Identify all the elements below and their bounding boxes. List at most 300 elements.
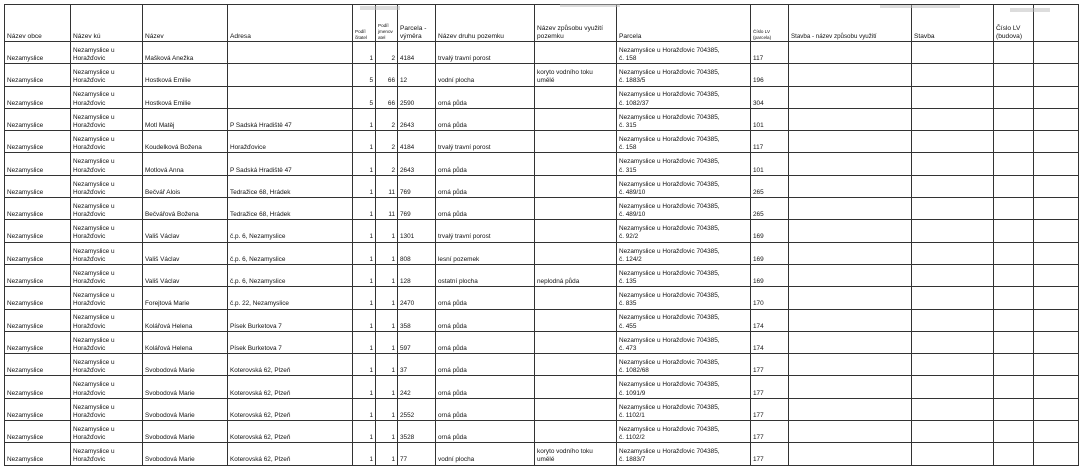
cell-druh: orná půda [436, 376, 535, 398]
cell-stavba-vyuziti [789, 354, 912, 376]
header-citatel: Podíl čitatel [353, 5, 376, 42]
cell-nazev: Vališ Václav [143, 242, 228, 264]
cell-vymera: 2470 [398, 287, 436, 309]
cell-parcela: Nezamyslice u Horažďovic 704385, č. 489/10 [617, 175, 751, 197]
cell-adresa [228, 42, 353, 64]
cell-empty [1034, 376, 1079, 398]
cell-lv-budova [994, 153, 1034, 175]
cell-vymera: 597 [398, 331, 436, 353]
cell-nazev: Motl Matěj [143, 108, 228, 130]
cell-lv-budova [994, 175, 1034, 197]
cell-obec: Nezamyslice [5, 86, 71, 108]
cell-citatel: 1 [353, 309, 376, 331]
cell-adresa: Koterovská 62, Plzeň [228, 443, 353, 465]
cell-nazev: Vališ Václav [143, 220, 228, 242]
cell-jmenovatel: 11 [376, 198, 398, 220]
cell-lv-parcela: 177 [751, 443, 789, 465]
cell-stavba [912, 264, 994, 286]
header-nazev: Název [143, 5, 228, 42]
cell-vymera: 2643 [398, 108, 436, 130]
cell-obec: Nezamyslice [5, 287, 71, 309]
cell-lv-parcela: 304 [751, 86, 789, 108]
cell-lv-budova [994, 242, 1034, 264]
cell-vymera: 37 [398, 354, 436, 376]
cell-lv-parcela: 117 [751, 42, 789, 64]
cell-vyuziti [535, 175, 617, 197]
cell-obec: Nezamyslice [5, 421, 71, 443]
cell-vymera: 4184 [398, 131, 436, 153]
cell-lv-budova [994, 86, 1034, 108]
cell-jmenovatel: 1 [376, 354, 398, 376]
cell-ku: Nezamyslice u Horažďovic [71, 376, 143, 398]
cell-lv-budova [994, 354, 1034, 376]
cell-adresa: č.p. 22, Nezamyslice [228, 287, 353, 309]
cell-vyuziti [535, 220, 617, 242]
cell-obec: Nezamyslice [5, 220, 71, 242]
cell-adresa: č.p. 6, Nezamyslice [228, 220, 353, 242]
cell-adresa: Koterovská 62, Plzeň [228, 398, 353, 420]
cell-parcela: Nezamyslice u Horažďovic 704385, č. 135 [617, 264, 751, 286]
table-row [5, 421, 1079, 443]
table-row [5, 198, 1079, 220]
cell-parcela: Nezamyslice u Horažďovic 704385, č. 1102/2 [617, 421, 751, 443]
cell-nazev: Bečvář Alois [143, 175, 228, 197]
cell-vymera: 808 [398, 242, 436, 264]
cell-stavba-vyuziti [789, 131, 912, 153]
cell-obec: Nezamyslice [5, 354, 71, 376]
cell-jmenovatel: 1 [376, 376, 398, 398]
cell-ku: Nezamyslice u Horažďovic [71, 220, 143, 242]
cell-ku: Nezamyslice u Horažďovic [71, 64, 143, 86]
cell-empty [1034, 264, 1079, 286]
cell-empty [1034, 354, 1079, 376]
cell-empty [1034, 242, 1079, 264]
table-row [5, 264, 1079, 286]
cell-nazev: Kolářová Helena [143, 309, 228, 331]
cell-ku: Nezamyslice u Horažďovic [71, 175, 143, 197]
cell-parcela: Nezamyslice u Horažďovic 704385, č. 315 [617, 108, 751, 130]
cell-ku: Nezamyslice u Horažďovic [71, 443, 143, 465]
cell-parcela: Nezamyslice u Horažďovic 704385, č. 473 [617, 331, 751, 353]
cell-lv-budova [994, 309, 1034, 331]
cell-ku: Nezamyslice u Horažďovic [71, 153, 143, 175]
cell-stavba-vyuziti [789, 398, 912, 420]
cell-lv-parcela: 169 [751, 220, 789, 242]
cell-empty [1034, 108, 1079, 130]
cell-jmenovatel: 2 [376, 131, 398, 153]
cell-jmenovatel: 1 [376, 331, 398, 353]
cell-nazev: Mašková Anežka [143, 42, 228, 64]
cell-stavba [912, 220, 994, 242]
header-row [5, 5, 1079, 42]
cell-parcela: Nezamyslice u Horažďovic 704385, č. 92/2 [617, 220, 751, 242]
cell-vyuziti [535, 131, 617, 153]
cell-stavba-vyuziti [789, 86, 912, 108]
cell-nazev: Bečvářová Božena [143, 198, 228, 220]
cell-druh: orná půda [436, 108, 535, 130]
table-row [5, 287, 1079, 309]
table-row [5, 309, 1079, 331]
cell-stavba [912, 309, 994, 331]
cell-empty [1034, 42, 1079, 64]
cell-lv-parcela: 169 [751, 264, 789, 286]
cell-stavba [912, 153, 994, 175]
cell-vyuziti [535, 242, 617, 264]
cell-citatel: 1 [353, 376, 376, 398]
cell-stavba-vyuziti [789, 175, 912, 197]
cell-vymera: 2643 [398, 153, 436, 175]
cell-vymera: 769 [398, 198, 436, 220]
cell-vyuziti [535, 86, 617, 108]
cell-ku: Nezamyslice u Horažďovic [71, 421, 143, 443]
cell-jmenovatel: 1 [376, 220, 398, 242]
cell-parcela: Nezamyslice u Horažďovic 704385, č. 158 [617, 131, 751, 153]
cell-stavba [912, 198, 994, 220]
cell-obec: Nezamyslice [5, 108, 71, 130]
cell-citatel: 1 [353, 421, 376, 443]
property-table [4, 4, 1079, 466]
cell-lv-parcela: 174 [751, 309, 789, 331]
cell-stavba [912, 443, 994, 465]
cell-adresa: Tedražice 68, Hrádek [228, 198, 353, 220]
cell-stavba-vyuziti [789, 64, 912, 86]
cell-lv-budova [994, 287, 1034, 309]
table-row [5, 153, 1079, 175]
cell-vyuziti [535, 354, 617, 376]
cell-adresa [228, 64, 353, 86]
header-lv-parcela: Číslo LV (parcela) [751, 5, 789, 42]
cell-nazev: Svobodová Marie [143, 376, 228, 398]
cell-druh: orná půda [436, 86, 535, 108]
cell-vymera: 4184 [398, 42, 436, 64]
cell-jmenovatel: 2 [376, 153, 398, 175]
cell-parcela: Nezamyslice u Horažďovic 704385, č. 1082/37 [617, 86, 751, 108]
cell-adresa: Horažďovice [228, 131, 353, 153]
cell-obec: Nezamyslice [5, 376, 71, 398]
cell-obec: Nezamyslice [5, 264, 71, 286]
cell-adresa: č.p. 6, Nezamyslice [228, 242, 353, 264]
cell-druh: orná půda [436, 175, 535, 197]
header-jmenovatel: Podíl jmenovatel [376, 5, 398, 42]
cell-nazev: Hostková Emilie [143, 86, 228, 108]
cell-stavba-vyuziti [789, 309, 912, 331]
table-row [5, 175, 1079, 197]
cell-vymera: 1301 [398, 220, 436, 242]
header-adresa: Adresa [228, 5, 353, 42]
header-obec: Název obce [5, 5, 71, 42]
cell-stavba [912, 287, 994, 309]
cell-parcela: Nezamyslice u Horažďovic 704385, č. 489/10 [617, 198, 751, 220]
cell-empty [1034, 287, 1079, 309]
cell-citatel: 1 [353, 198, 376, 220]
cell-druh: orná půda [436, 421, 535, 443]
cell-vymera: 77 [398, 443, 436, 465]
cell-lv-budova [994, 443, 1034, 465]
cell-empty [1034, 220, 1079, 242]
table-row [5, 131, 1079, 153]
table-row [5, 64, 1079, 86]
table-row [5, 108, 1079, 130]
cell-lv-parcela: 265 [751, 175, 789, 197]
cell-ku: Nezamyslice u Horažďovic [71, 287, 143, 309]
cell-citatel: 1 [353, 131, 376, 153]
cell-jmenovatel: 1 [376, 309, 398, 331]
cell-nazev: Vališ Václav [143, 264, 228, 286]
cell-vyuziti [535, 108, 617, 130]
cell-obec: Nezamyslice [5, 42, 71, 64]
cell-citatel: 5 [353, 86, 376, 108]
cell-adresa: P Sadská Hradiště 47 [228, 108, 353, 130]
cell-druh: orná půda [436, 287, 535, 309]
cell-vyuziti [535, 198, 617, 220]
cell-stavba-vyuziti [789, 153, 912, 175]
cell-ku: Nezamyslice u Horažďovic [71, 198, 143, 220]
cell-vymera: 128 [398, 264, 436, 286]
cell-jmenovatel: 66 [376, 64, 398, 86]
cell-lv-budova [994, 421, 1034, 443]
cell-parcela: Nezamyslice u Horažďovic 704385, č. 315 [617, 153, 751, 175]
cell-lv-budova [994, 264, 1034, 286]
cell-parcela: Nezamyslice u Horažďovic 704385, č. 124/2 [617, 242, 751, 264]
cell-empty [1034, 421, 1079, 443]
cell-lv-parcela: 177 [751, 354, 789, 376]
cell-empty [1034, 64, 1079, 86]
cell-lv-parcela: 177 [751, 376, 789, 398]
table-row [5, 42, 1079, 64]
cell-stavba [912, 376, 994, 398]
table-row [5, 354, 1079, 376]
cell-empty [1034, 131, 1079, 153]
cell-stavba [912, 86, 994, 108]
cell-obec: Nezamyslice [5, 131, 71, 153]
cell-ku: Nezamyslice u Horažďovic [71, 108, 143, 130]
cell-lv-parcela: 170 [751, 287, 789, 309]
cell-empty [1034, 153, 1079, 175]
cell-adresa: Koterovská 62, Plzeň [228, 421, 353, 443]
cell-lv-parcela: 169 [751, 242, 789, 264]
cell-citatel: 1 [353, 220, 376, 242]
cell-lv-parcela: 101 [751, 153, 789, 175]
cell-druh: trvalý travní porost [436, 42, 535, 64]
cell-ku: Nezamyslice u Horažďovic [71, 264, 143, 286]
cell-ku: Nezamyslice u Horažďovic [71, 309, 143, 331]
property-table-sheet [4, 4, 1079, 466]
cell-vymera: 2590 [398, 86, 436, 108]
cell-obec: Nezamyslice [5, 198, 71, 220]
cell-nazev: Svobodová Marie [143, 421, 228, 443]
cell-obec: Nezamyslice [5, 242, 71, 264]
table-row [5, 443, 1079, 465]
cell-druh: orná půda [436, 398, 535, 420]
cell-stavba [912, 398, 994, 420]
cell-citatel: 5 [353, 64, 376, 86]
cell-stavba-vyuziti [789, 331, 912, 353]
header-empty [1034, 5, 1079, 42]
cell-adresa: Koterovská 62, Plzeň [228, 354, 353, 376]
cell-parcela: Nezamyslice u Horažďovic 704385, č. 1883/5 [617, 64, 751, 86]
cell-empty [1034, 331, 1079, 353]
table-row [5, 242, 1079, 264]
cell-stavba-vyuziti [789, 42, 912, 64]
cell-adresa: Tedražice 68, Hrádek [228, 175, 353, 197]
cell-lv-budova [994, 131, 1034, 153]
cell-adresa: P Sadská Hradiště 47 [228, 153, 353, 175]
cell-vymera: 3528 [398, 421, 436, 443]
cell-druh: orná půda [436, 153, 535, 175]
cell-citatel: 1 [353, 287, 376, 309]
cell-druh: orná půda [436, 198, 535, 220]
cell-druh: trvalý travní porost [436, 131, 535, 153]
cell-adresa: Písek Burketova 7 [228, 331, 353, 353]
header-stavba: Stavba [912, 5, 994, 42]
cell-jmenovatel: 11 [376, 175, 398, 197]
table-row [5, 220, 1079, 242]
cell-parcela: Nezamyslice u Horažďovic 704385, č. 1883/7 [617, 443, 751, 465]
cell-ku: Nezamyslice u Horažďovic [71, 398, 143, 420]
cell-obec: Nezamyslice [5, 175, 71, 197]
cell-nazev: Kolářová Helena [143, 331, 228, 353]
cell-lv-parcela: 196 [751, 64, 789, 86]
cell-lv-budova [994, 108, 1034, 130]
cell-nazev: Svobodová Marie [143, 354, 228, 376]
cell-empty [1034, 398, 1079, 420]
cell-stavba-vyuziti [789, 108, 912, 130]
cell-druh: orná půda [436, 331, 535, 353]
cell-ku: Nezamyslice u Horažďovic [71, 42, 143, 64]
cell-citatel: 1 [353, 42, 376, 64]
table-row [5, 331, 1079, 353]
cell-lv-parcela: 101 [751, 108, 789, 130]
cell-stavba [912, 421, 994, 443]
cell-vyuziti: neplodná půda [535, 264, 617, 286]
cell-citatel: 1 [353, 108, 376, 130]
cell-citatel: 1 [353, 242, 376, 264]
header-parcela: Parcela [617, 5, 751, 42]
cell-stavba [912, 331, 994, 353]
cell-stavba [912, 242, 994, 264]
cell-lv-parcela: 177 [751, 398, 789, 420]
cell-jmenovatel: 1 [376, 242, 398, 264]
cell-vyuziti [535, 287, 617, 309]
cell-vyuziti [535, 42, 617, 64]
cell-jmenovatel: 2 [376, 108, 398, 130]
cell-vymera: 242 [398, 376, 436, 398]
cell-vymera: 358 [398, 309, 436, 331]
cell-jmenovatel: 2 [376, 42, 398, 64]
cell-jmenovatel: 66 [376, 86, 398, 108]
cell-empty [1034, 86, 1079, 108]
cell-jmenovatel: 1 [376, 443, 398, 465]
cell-nazev: Koudelková Božena [143, 131, 228, 153]
cell-stavba [912, 175, 994, 197]
header-druh: Název druhu pozemku [436, 5, 535, 42]
cell-lv-budova [994, 376, 1034, 398]
cell-parcela: Nezamyslice u Horažďovic 704385, č. 835 [617, 287, 751, 309]
cell-adresa: Koterovská 62, Plzeň [228, 376, 353, 398]
cell-nazev: Motlová Anna [143, 153, 228, 175]
cell-lv-budova [994, 198, 1034, 220]
cell-citatel: 1 [353, 398, 376, 420]
cell-parcela: Nezamyslice u Horažďovic 704385, č. 1102/1 [617, 398, 751, 420]
table-row [5, 86, 1079, 108]
cell-jmenovatel: 1 [376, 287, 398, 309]
table-row [5, 398, 1079, 420]
cell-obec: Nezamyslice [5, 309, 71, 331]
header-vyuziti: Název způsobu využití pozemku [535, 5, 617, 42]
cell-stavba-vyuziti [789, 376, 912, 398]
header-lv-budova: Číslo LV (budova) [994, 5, 1034, 42]
cell-druh: lesní pozemek [436, 242, 535, 264]
cell-druh: ostatní plocha [436, 264, 535, 286]
cell-druh: orná půda [436, 354, 535, 376]
cell-lv-budova [994, 398, 1034, 420]
cell-stavba-vyuziti [789, 421, 912, 443]
cell-adresa [228, 86, 353, 108]
header-stavba-vyuziti: Stavba - název způsobu využití [789, 5, 912, 42]
cell-stavba-vyuziti [789, 220, 912, 242]
cell-lv-budova [994, 331, 1034, 353]
cell-stavba [912, 42, 994, 64]
cell-stavba [912, 108, 994, 130]
cell-obec: Nezamyslice [5, 153, 71, 175]
cell-parcela: Nezamyslice u Horažďovic 704385, č. 158 [617, 42, 751, 64]
cell-lv-budova [994, 220, 1034, 242]
cell-nazev: Forejtová Marie [143, 287, 228, 309]
cell-vyuziti [535, 309, 617, 331]
cell-jmenovatel: 1 [376, 398, 398, 420]
cell-vyuziti [535, 421, 617, 443]
cell-ku: Nezamyslice u Horažďovic [71, 242, 143, 264]
cell-lv-budova [994, 42, 1034, 64]
cell-empty [1034, 443, 1079, 465]
cell-druh: vodní plocha [436, 64, 535, 86]
cell-parcela: Nezamyslice u Horažďovic 704385, č. 455 [617, 309, 751, 331]
cell-vyuziti [535, 331, 617, 353]
header-ku: Název kú [71, 5, 143, 42]
cell-lv-parcela: 117 [751, 131, 789, 153]
cell-ku: Nezamyslice u Horažďovic [71, 331, 143, 353]
cell-stavba [912, 354, 994, 376]
cell-druh: orná půda [436, 309, 535, 331]
cell-lv-parcela: 265 [751, 198, 789, 220]
cell-druh: trvalý travní porost [436, 220, 535, 242]
cell-ku: Nezamyslice u Horažďovic [71, 86, 143, 108]
cell-adresa: Písek Burketova 7 [228, 309, 353, 331]
cell-lv-parcela: 174 [751, 331, 789, 353]
cell-citatel: 1 [353, 443, 376, 465]
cell-citatel: 1 [353, 264, 376, 286]
cell-stavba-vyuziti [789, 287, 912, 309]
cell-nazev: Svobodová Marie [143, 443, 228, 465]
cell-citatel: 1 [353, 175, 376, 197]
cell-nazev: Svobodová Marie [143, 398, 228, 420]
cell-citatel: 1 [353, 331, 376, 353]
header-parcela-vymera: Parcela - výměra [398, 5, 436, 42]
cell-citatel: 1 [353, 153, 376, 175]
cell-stavba [912, 131, 994, 153]
cell-ku: Nezamyslice u Horažďovic [71, 131, 143, 153]
cell-parcela: Nezamyslice u Horažďovic 704385, č. 1091/9 [617, 376, 751, 398]
cell-adresa: č.p. 6, Nezamyslice [228, 264, 353, 286]
cell-stavba-vyuziti [789, 443, 912, 465]
cell-jmenovatel: 1 [376, 421, 398, 443]
cell-druh: vodní plocha [436, 443, 535, 465]
cell-obec: Nezamyslice [5, 443, 71, 465]
cell-obec: Nezamyslice [5, 331, 71, 353]
cell-lv-parcela: 177 [751, 421, 789, 443]
cell-vyuziti [535, 376, 617, 398]
table-row [5, 376, 1079, 398]
